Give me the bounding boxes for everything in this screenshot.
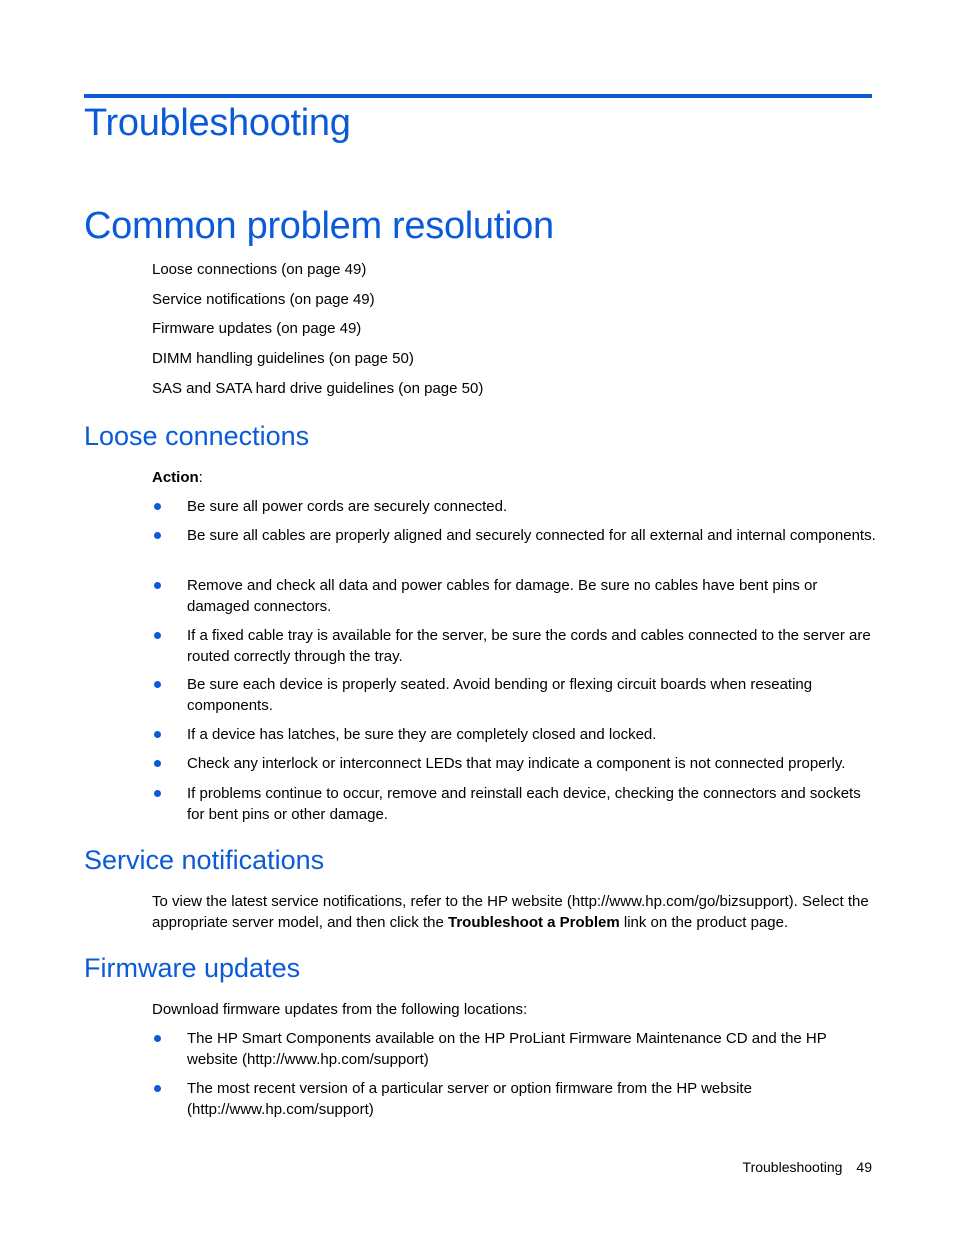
- firmware-intro: Download firmware updates from the following locations:: [152, 1001, 528, 1018]
- chapter-rule: [84, 94, 872, 98]
- bullet-icon: [154, 731, 161, 738]
- page-footer: [700, 1159, 872, 1175]
- bullet-icon: [154, 632, 161, 639]
- bullet-icon: [154, 681, 161, 688]
- bullet-icon: [154, 790, 161, 797]
- toc-link-service-notifications[interactable]: Service notifications (on page 49): [152, 291, 375, 308]
- loose-connections-heading: Loose connections: [84, 421, 310, 451]
- service-notifications-heading: Service notifications: [84, 845, 325, 875]
- toc-link-firmware-updates[interactable]: Firmware updates (on page 49): [152, 320, 362, 337]
- page-number: 49: [856, 1159, 872, 1175]
- section-title: Common problem resolution: [84, 205, 554, 247]
- bullet-icon: [154, 582, 161, 589]
- toc-link-loose-connections[interactable]: Loose connections (on page 49): [152, 261, 367, 278]
- service-notifications-text: To view the latest service notifications, refer to the HP website (http://www.hp.com/go/bizsupport). Select the appropriate server model, and then click the Troubleshoot a Problem link on the product page.: [152, 893, 869, 931]
- bullet-icon: [154, 1085, 161, 1092]
- footer-label: Troubleshooting: [742, 1159, 843, 1175]
- bullet-icon: [154, 1035, 161, 1042]
- toc-link-sas-sata-guidelines[interactable]: SAS and SATA hard drive guidelines (on page 50): [152, 380, 484, 397]
- bullet-icon: [154, 532, 161, 539]
- bullet-icon: [154, 760, 161, 767]
- action-label: Action:: [152, 469, 203, 486]
- firmware-updates-heading: Firmware updates: [84, 953, 301, 983]
- chapter-title: Troubleshooting: [84, 102, 351, 144]
- bullet-icon: [154, 503, 161, 510]
- toc-link-dimm-guidelines[interactable]: DIMM handling guidelines (on page 50): [152, 350, 414, 367]
